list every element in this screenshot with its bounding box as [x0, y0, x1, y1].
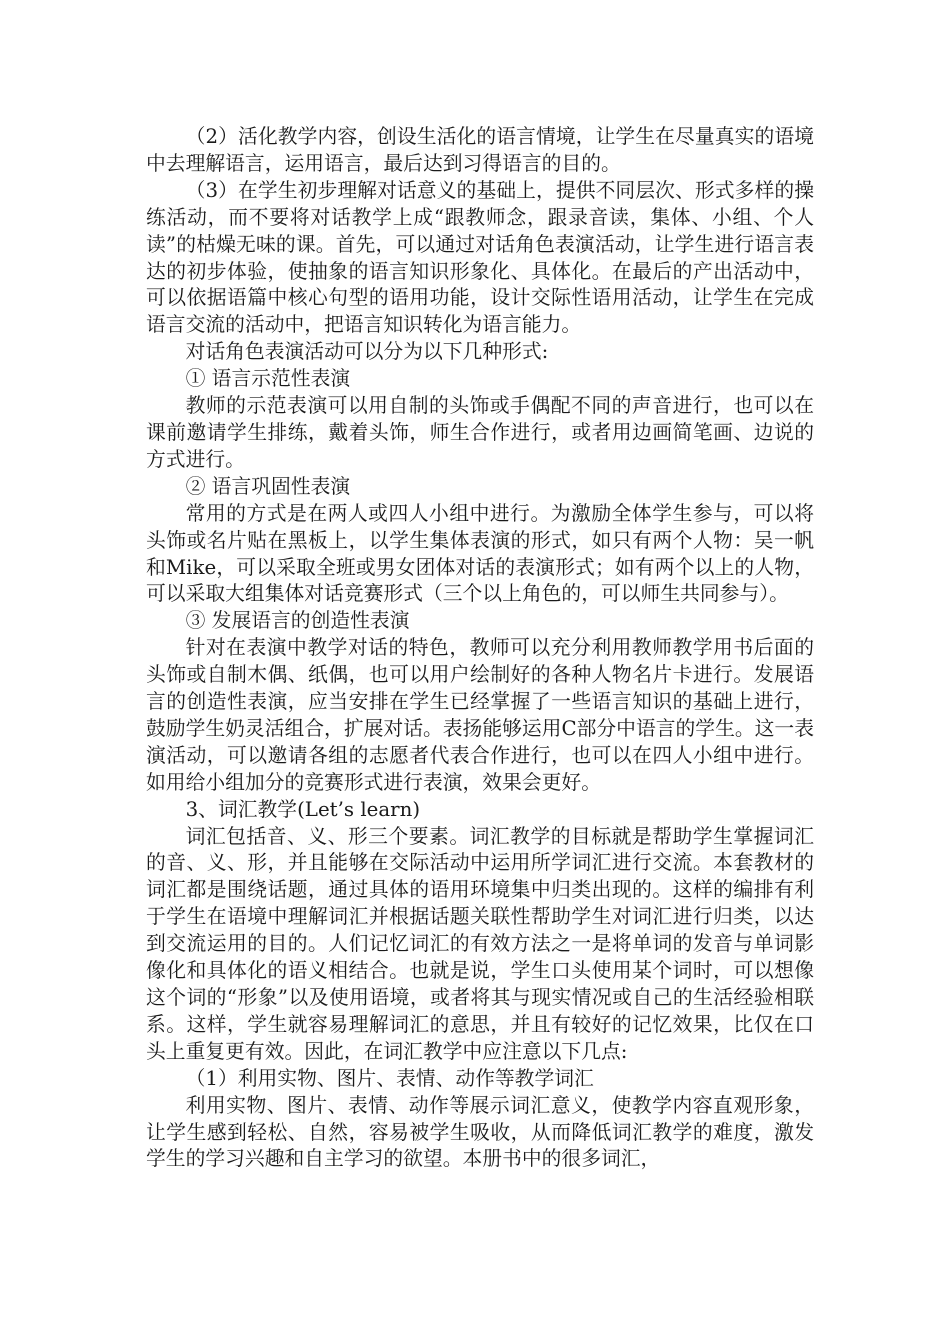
paragraph-2-contextualize: （2）活化教学内容，创设生活化的语言情境，让学生在尽量真实的语境中去理解语言，运用语言，最后达到习得语言的目的。: [146, 125, 814, 175]
paragraph-consolidation-performance: 常用的方式是在两人或四人小组中进行。为激励全体学生参与，可以将头饰或名片贴在黑板上，以学生集体表演的形式，如只有两个人物：吴一帆和Mike，可以采取全班或男女团体对话的表演形式；如有两个以上的人物，可以采取大组集体对话竞赛形式（三个以上角色的，可以师生共同参与）。: [146, 501, 814, 606]
paragraph-teach-with-objects: 利用实物、图片、表情、动作等展示词汇意义，使教学内容直观形象，让学生感到轻松、自然，容易被学生吸收，从而降低词汇教学的难度，激发学生的学习兴趣和自主学习的欲望。本册书中的很多词汇，: [146, 1093, 814, 1171]
paragraph-3-drill-activities: （3）在学生初步理解对话意义的基础上，提供不同层次、形式多样的操练活动，而不要将对话教学上成“跟教师念，跟录音读，集体、小组、个人读”的枯燥无味的课。首先，可以通过对话角色表演活动，让学生进行语言表达的初步体验，使抽象的语言知识形象化、具体化。在最后的产出活动中，可以依据语篇中核心句型的语用功能，设计交际性语用活动，让学生在完成语言交流的活动中，把语言知识转化为语言能力。: [146, 178, 814, 337]
paragraph-demonstration-performance: 教师的示范表演可以用自制的头饰或手偶配不同的声音进行，也可以在课前邀请学生排练，戴着头饰，师生合作进行，或者用边画简笔画、边说的方式进行。: [146, 394, 814, 471]
heading-demonstration-performance: ① 语言示范性表演: [185, 367, 351, 391]
heading-vocabulary-teaching: 3、词汇教学(Let’s learn): [185, 797, 421, 821]
paragraph-vocabulary-teaching: 词汇包括音、义、形三个要素。词汇教学的目标就是帮助学生掌握词汇的音、义、形，并且能够在交际活动中运用所学词汇进行交流。本套教材的词汇都是围绕话题，通过具体的语用环境集中归类出现的。这样的编排有利于学生在语境中理解词汇并根据话题关联性帮助学生对词汇进行归类，以达到交流运用的目的。人们记忆词汇的有效方法之一是将单词的发音与单词影像化和具体化的语义相结合。也就是说，学生口头使用某个词时，可以想像这个词的“形象”以及使用语境，或者将其与现实情况或自己的生活经验相联系。这样，学生就容易理解词汇的意思，并且有较好的记忆效果，比仅在口头上重复更有效。因此，在词汇教学中应注意以下几点:: [146, 824, 814, 1063]
heading-creative-performance: ③ 发展语言的创造性表演: [185, 609, 410, 633]
heading-consolidation-performance: ② 语言巩固性表演: [185, 474, 351, 498]
paragraph-role-play-forms: 对话角色表演活动可以分为以下几种形式:: [185, 340, 549, 364]
paragraph-creative-performance: 针对在表演中教学对话的特色，教师可以充分利用教师教学用书后面的头饰或自制木偶、纸偶，也可以用户绘制好的各种人物名片卡进行。发展语言的创造性表演，应当安排在学生已经掌握了一些语言知识的基础上进行，鼓励学生奶灵活组合，扩展对话。表扬能够运用C部分中语言的学生。这一表演活动，可以邀请各组的志愿者代表合作进行，也可以在四人小组中进行。如用给小组加分的竞赛形式进行表演，效果会更好。: [146, 636, 814, 794]
document-page: [146, 124, 814, 1173]
heading-teach-with-objects: （1）利用实物、图片、表情、动作等教学词汇: [185, 1066, 594, 1090]
